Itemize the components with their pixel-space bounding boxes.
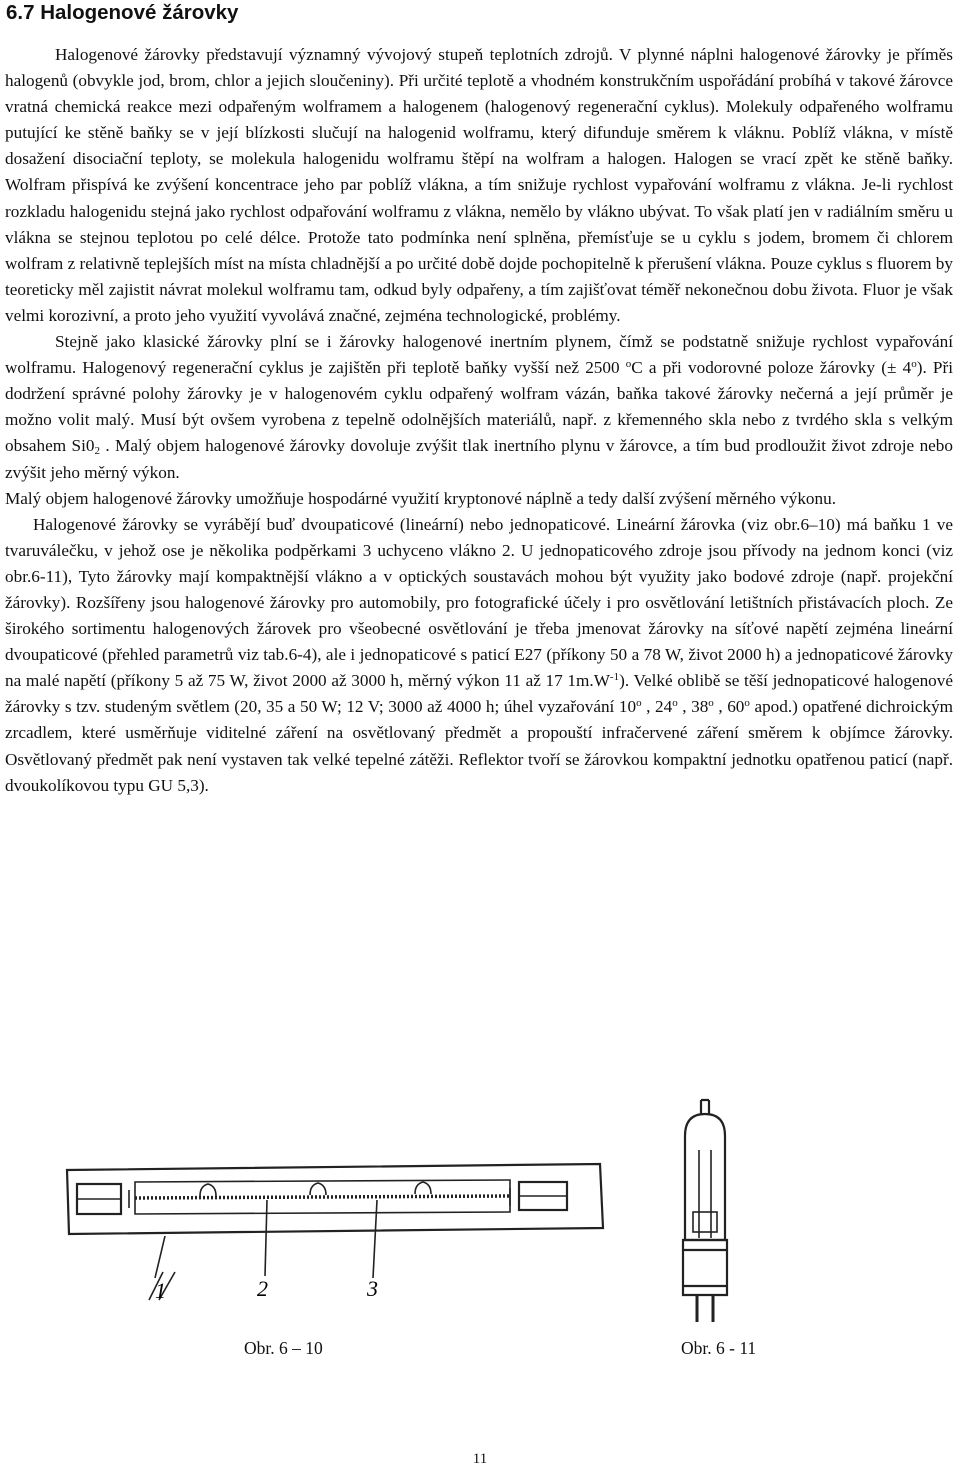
exponent-sup: -1 [609, 671, 620, 684]
label-1: 1 [155, 1278, 166, 1303]
degree-sup: o [744, 697, 750, 710]
subscript-2: 2 [94, 445, 100, 458]
degree-sup: o [911, 358, 917, 371]
paragraph-1: Halogenové žárovky představují významný vývojový stupeň teplotních zdrojů. V plynné náplni halogenové žárovky je příměs halogenů (obvykle jod, brom, chlor a jejich sloučeniny). Při určité teplotě a vhodném konstrukčním uspořádání probíhá v takové žárovce vratná chemická reakce mezi odpařeným wolframem a halogenem (halogenový regenerační cyklus). Molekuly odpařeného wolframu putující ke stěně baňky se v její blízkosti slučují na halogenid wolframu, který difunduje směrem k vláknu. Poblíž vlákna, v místě dosažení disociační teploty, se molekula halogenidu wolframu štěpí na wolfram a halogen. Halogen se vrací zpět ke stěně baňky. Wolfram přispívá ke zvýšení koncentrace jeho par poblíž vlákna, a tím snižuje rychlost vypařování wolframu z vlákna. Je-li rychlost rozkladu halogenidu stejná jako rychlost odpařování wolframu z vlákna, nemělo by vlákno ubývat. To však platí jen v radiálním směru u vlákna se stejnou teplotou po celé délce. Protože tato podmínka není splněna, přemísťuje se u cyklu s jodem, bromem či chlorem wolfram z relativně teplejších míst na místa chladnější a po určité době dojde pochopitelně k přerušení vlákna. Pouze cyklus s fluorem by teoreticky měl zajistit návrat molekul wolframu tam, odkud byly odpařeny, a tím zajišťovat téměř nekonečnou dobu života. Fluor je však velmi korozivní, a proto jeho využití vyvolává značné, zejména technologické, problémy. [5, 45, 953, 325]
paragraph-3: Malý objem halogenové žárovky umožňuje hospodárné využití kryptonové náplně a tedy další zvýšení měrného výkonu. [5, 488, 836, 508]
degree-sup: o [672, 697, 678, 710]
label-3: 3 [367, 1276, 378, 1301]
p2-text-b: C a při vodorovné poloze žárovky (± 4 [631, 358, 912, 378]
p4-text-b: ). Velké oblibě se těší jednopaticové halogenové žárovky s tzv. studeným světlem (20, 35 a 50 W; 12 V; 3000 až 4000 h; úhel vyzařování 10 [5, 671, 953, 717]
figure-caption-6-11: Obr. 6 - 11 [681, 1338, 757, 1358]
label-2: 2 [257, 1276, 268, 1301]
page-number: 11 [472, 1451, 488, 1467]
body-text [5, 42, 953, 799]
p2-text-a: Stejně jako klasické žárovky plní se i žárovky halogenové inertním plynem, čímž se podstatně snižuje rychlost vypařování wolframu. Halogenový regenerační cyklus je zajištěn při teplotě baňky vyšší než 2500 [5, 332, 953, 378]
degree-sup: o [625, 358, 632, 371]
p4-text-a: Halogenové žárovky se vyrábějí buď dvoupaticové (lineární) nebo jednopaticové. Lineární žárovka (viz obr.6–10) má baňku 1 ve tvaruválečku, v jehož ose je několika podpěrkami 3 uchyceno vlákno 2. U jednopaticového zdroje jsou přívody na jednom konci (viz obr.6-11), Tyto žárovky mají kompaktnější vlákno a v optických soustavách mohou být využity jako bodové zdroje (např. projekční žárovky). Rozšířeny jsou halogenové žárovky pro automobily, pro fotografické účely i pro osvětlování letištních přistávacích ploch. Ze širokého sortimentu halogenových žárovek pro všeobecné osvětlování je třeba jmenovat žárovky na síťové napětí zejména lineární dvoupaticové (přehled parametrů viz tab.6-4), ale i jednopaticové s paticí E27 (příkony 50 a 78 W, život 2000 h) a jednopaticové žárovky na malé napětí (příkony 5 až 75 W, život 2000 až 3000 h, měrný výkon 11 až 17 1m.W [5, 514, 953, 691]
figure-caption-6-10: Obr. 6 – 10 [244, 1338, 323, 1358]
p4-text-e: , 60 [713, 697, 745, 717]
p2-text-c: ). Při dodržení správné polohy žárovky je v halogenovém cyklu odpařený wolfram vázán, baňka takové žárovky nečerná a její průměr je možno volit malý. Musí být ovšem vyrobena z tepelně odolnějších materiálů, např. z křemenného skla nebo z tvrdého skla s velkým obsahem Si0 [5, 358, 953, 456]
p4-text-c: , 24 [641, 697, 673, 717]
p2-text-d: . Malý objem halogenové žárovky dovoluje zvýšit tlak inertního plynu v žárovce, a tím bud prodloužit život zdroje nebo zvýšit jeho měrný výkon. [5, 436, 953, 482]
single-ended-lamp-figure [655, 1090, 765, 1330]
linear-lamp-figure [55, 1150, 615, 1340]
paragraph-2 [5, 329, 953, 486]
paragraph-4 [5, 512, 953, 799]
degree-sup: o [636, 697, 642, 710]
p4-text-f: apod.) opatřené dichroickým zrcadlem, které usměrňuje viditelné záření na osvětlovaný předmět a propouští infračervené záření směrem k objímce žárovky. Osvětlovaný předmět pak není vystaven tak velké tepelné zátěži. Reflektor tvoří se žárovkou kompaktní jednotku opatřenou paticí (např. dvoukolíkovou typu GU 5,3). [5, 697, 954, 795]
degree-sup: o [708, 697, 714, 710]
p4-text-d: , 38 [677, 697, 709, 717]
section-heading: 6.7 Halogenové žárovky [6, 1, 239, 24]
